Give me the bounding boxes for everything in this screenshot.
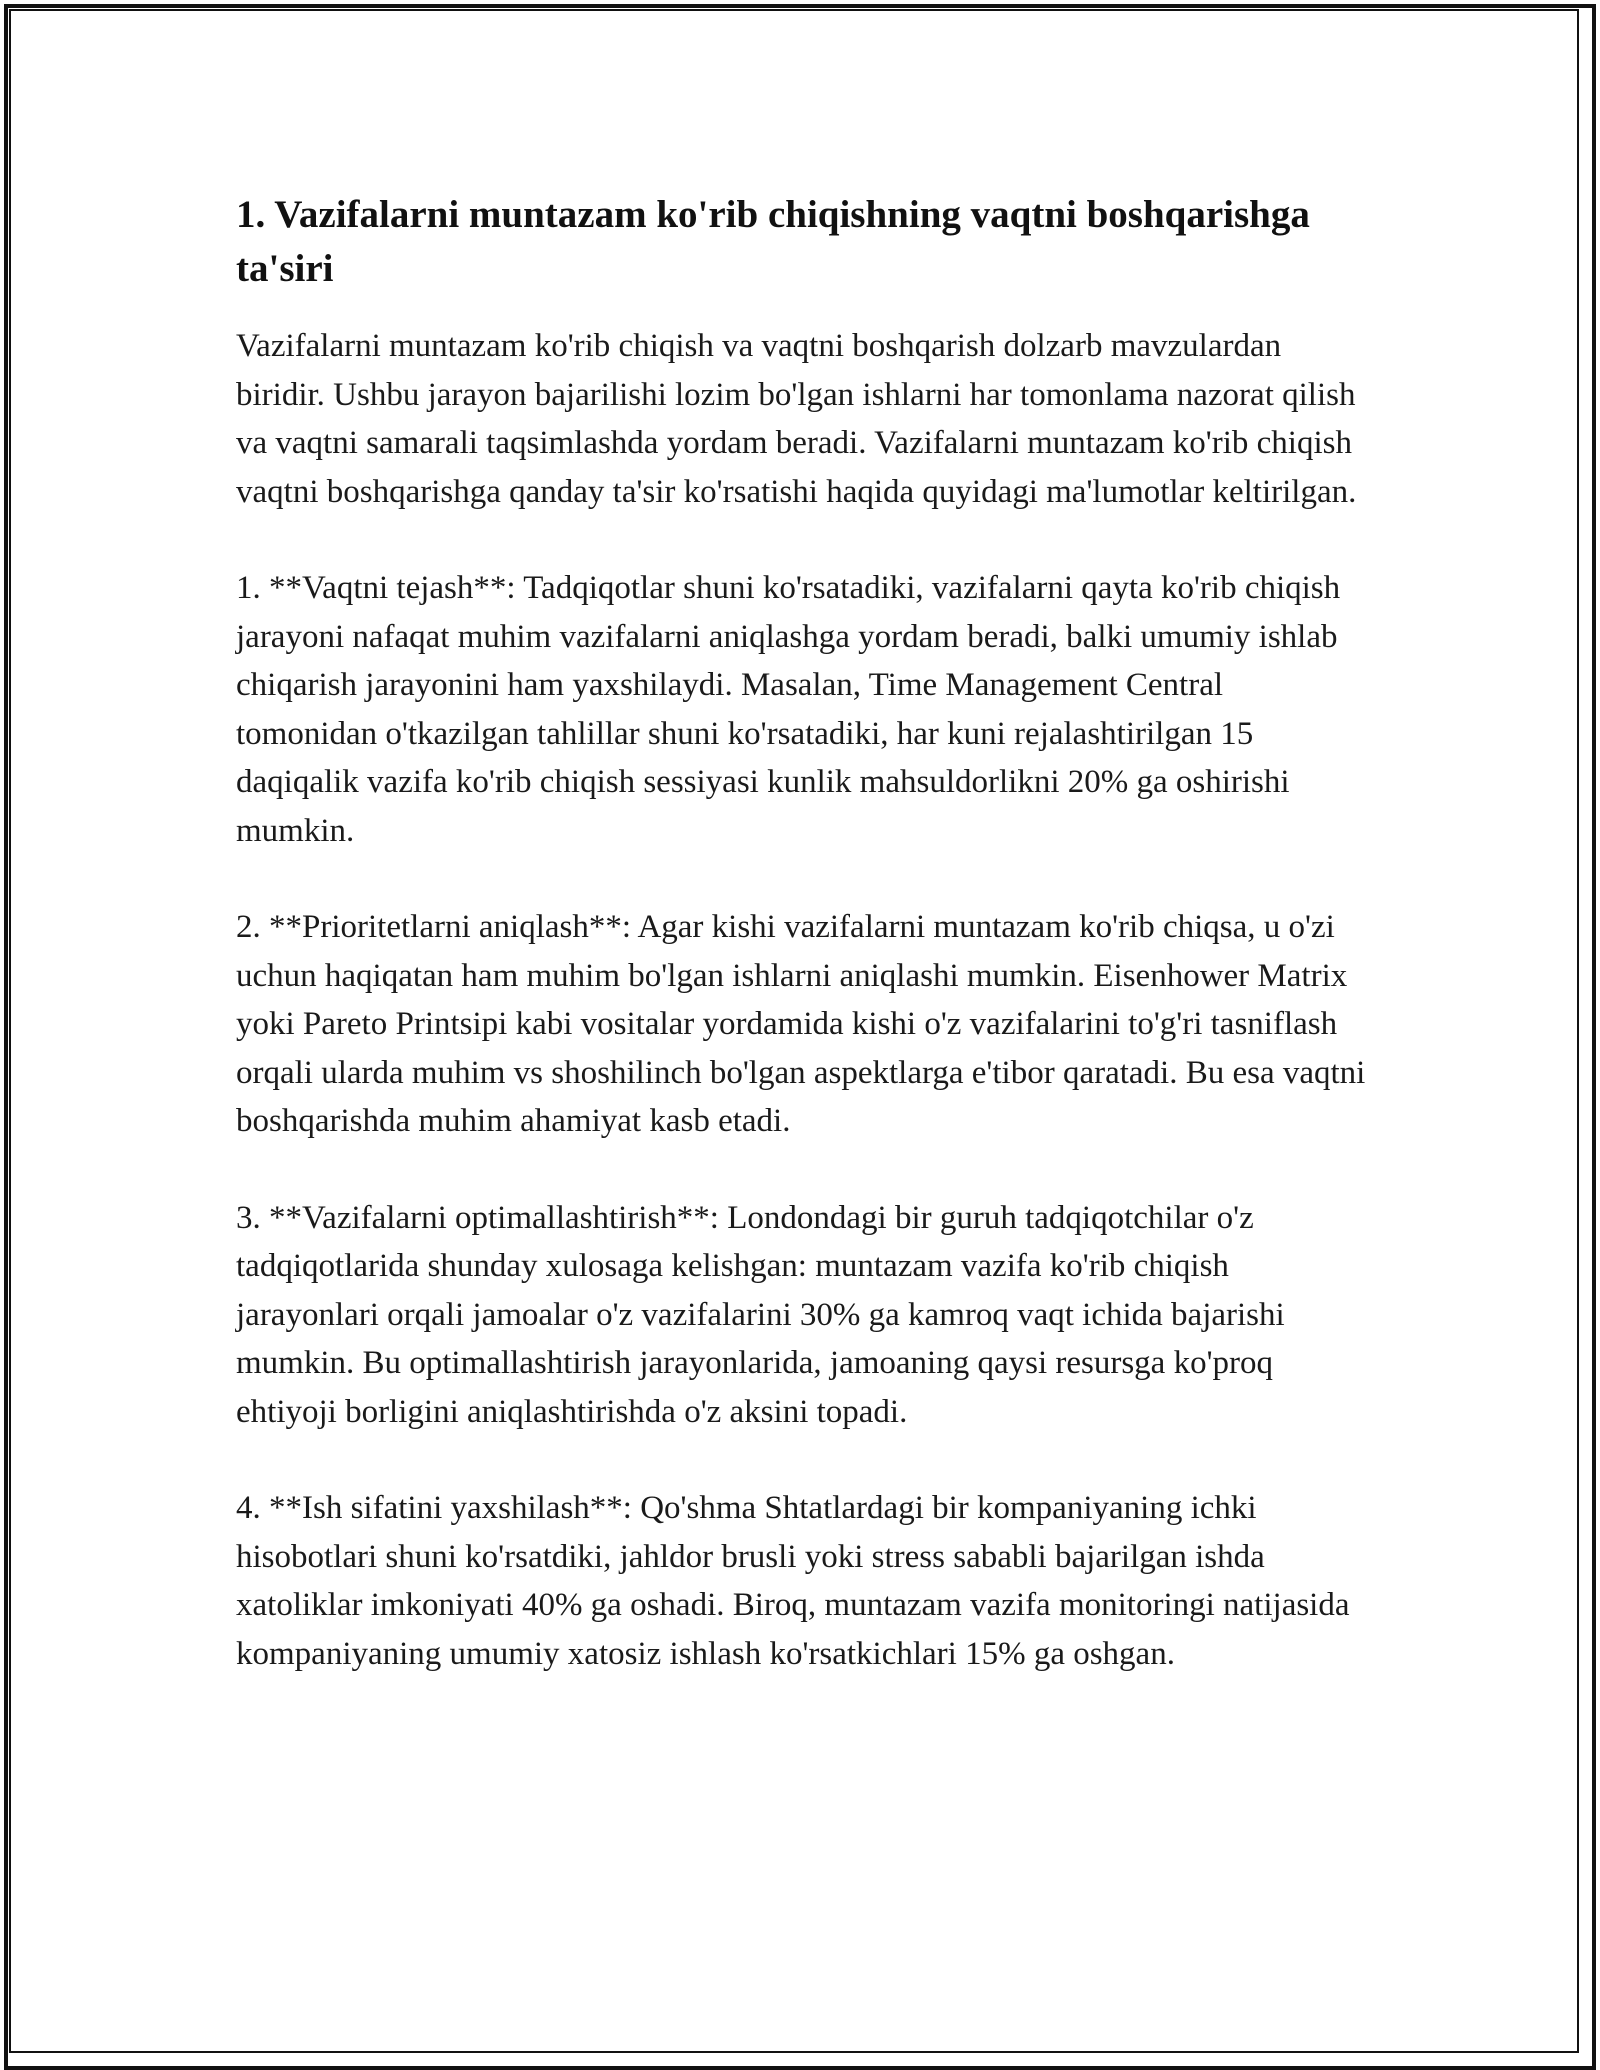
- intro-paragraph: Vazifalarni muntazam ko'rib chiqish va vaqtni boshqarish dolzarb mavzulardan biridir. Ushbu jarayon bajarilishi lozim bo'lgan ishlarni har tomonlama nazorat qilish va vaqtni samarali taqsimlashda yordam beradi. Vazifalarni muntazam ko'rib chiqish vaqtni boshqarishga qanday ta'sir ko'rsatishi haqida quyidagi ma'lumotlar keltirilgan.: [236, 328, 1357, 510]
- document-title: 1. Vazifalarni muntazam ko'rib chiqishning vaqtni boshqarishga ta'siri: [236, 193, 1310, 290]
- document-body: [236, 188, 1366, 1726]
- paragraph-work-quality: 4. **Ish sifatini yaxshilash**: Qo'shma Shtatlardagi bir kompaniyaning ichki hisobotlari shuni ko'rsatdiki, jahldor brusli yoki stress sababli bajarilgan ishda xatoliklar imkoniyati 40% ga oshadi. Biroq, muntazam vazifa monitoringi natijasida kompaniyaning umumiy xatosiz ishlash ko'rsatkichlari 15% ga oshgan.: [236, 1490, 1350, 1672]
- paragraph-optimization: 3. **Vazifalarni optimallashtirish**: Londondagi bir guruh tadqiqotchilar o'z tadqiqotlarida shunday xulosaga kelishgan: muntazam vazifa ko'rib chiqish jarayonlari orqali jamoalar o'z vazifalarini 30% ga kamroq vaqt ichida bajarishi mumkin. Bu optimallashtirish jarayonlarida, jamoaning qaysi resursga ko'proq ehtiyoji borligini aniqlashtirishda o'z aksini topadi.: [236, 1199, 1285, 1430]
- paragraph-prioritization: 2. **Prioritetlarni aniqlash**: Agar kishi vazifalarni muntazam ko'rib chiqsa, u o'zi uchun haqiqatan ham muhim bo'lgan ishlarni aniqlashi mumkin. Eisenhower Matrix yoki Pareto Printsipi kabi vositalar yordamida kishi o'z vazifalarini to'g'ri tasniflash orqali ularda muhim vs shoshilinch bo'lgan aspektlarga e'tibor qaratadi. Bu esa vaqtni boshqarishda muhim ahamiyat kasb etadi.: [236, 909, 1366, 1139]
- paragraph-time-saving: 1. **Vaqtni tejash**: Tadqiqotlar shuni ko'rsatadiki, vazifalarni qayta ko'rib chiqish jarayoni nafaqat muhim vazifalarni aniqlashga yordam beradi, balki umumiy ishlab chiqarish jarayonini ham yaxshilaydi. Masalan, Time Management Central tomonidan o'tkazilgan tahlillar shuni ko'rsatadiki, har kuni rejalashtirilgan 15 daqiqalik vazifa ko'rib chiqish sessiyasi kunlik mahsuldorlikni 20% ga oshirishi mumkin.: [236, 570, 1341, 849]
